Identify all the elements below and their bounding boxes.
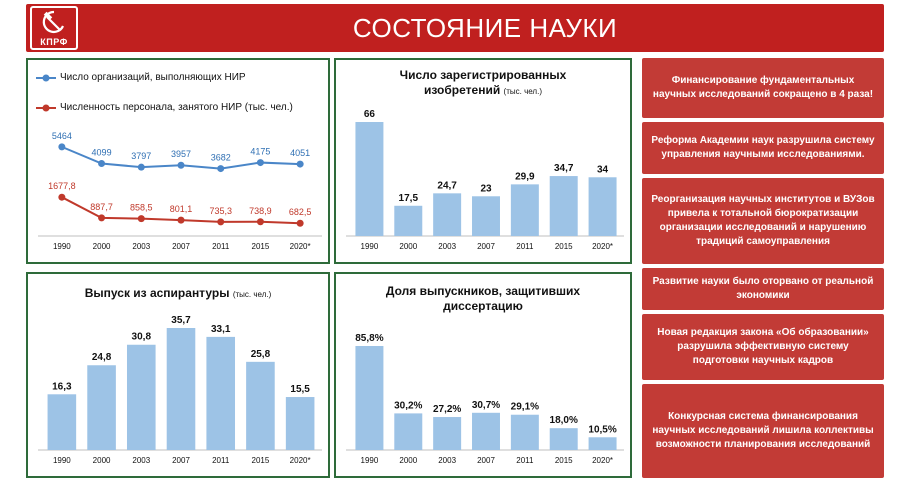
data-label: 33,1 xyxy=(210,323,231,335)
data-label: 29,9 xyxy=(515,171,535,183)
data-point xyxy=(297,220,304,227)
tick-label: 2020* xyxy=(289,242,311,251)
legend-label: Число организаций, выполняющих НИР xyxy=(60,72,246,83)
tick-label: 2015 xyxy=(251,242,270,251)
chart-title-text: Выпуск из аспирантуры xyxy=(84,286,230,300)
tick-label: 2011 xyxy=(212,456,230,465)
page-title: СОСТОЯНИЕ НАУКИ xyxy=(352,13,618,43)
hammer-sickle-icon xyxy=(32,8,76,38)
data-label: 34 xyxy=(597,164,609,176)
note-funding: Финансирование фундаментальных научных исследований сокращено в 4 раза! xyxy=(642,58,884,118)
tick-label: 2011 xyxy=(516,456,534,465)
note-academy-reform: Реформа Академии наук разрушила систему управления научными исследованиями. xyxy=(642,122,884,174)
tick-label: 1990 xyxy=(52,242,71,251)
data-label: 29,1% xyxy=(510,401,540,413)
data-point xyxy=(297,161,304,168)
data-label: 30,2% xyxy=(394,400,423,412)
data-label: 66 xyxy=(363,109,375,120)
data-point xyxy=(58,194,65,201)
chart-title-text: Число зарегистрированных изобретений xyxy=(399,68,567,97)
bar xyxy=(355,346,383,450)
tick-label: 2015 xyxy=(251,456,270,465)
tick-label: 1990 xyxy=(52,456,71,465)
data-label: 15,5 xyxy=(290,384,310,396)
bar xyxy=(127,345,156,450)
tick-label: 2003 xyxy=(132,456,151,465)
bar xyxy=(472,196,500,236)
data-label: 735,3 xyxy=(209,205,232,216)
tick-label: 1990 xyxy=(360,456,379,465)
bar xyxy=(394,413,422,450)
data-label: 25,8 xyxy=(250,348,271,360)
bar-chart xyxy=(336,274,630,476)
tick-label: 2015 xyxy=(554,242,573,251)
data-point xyxy=(257,159,264,166)
chart-title-text: Доля выпускников, защитивших диссертацию xyxy=(385,284,581,313)
tick-label: 2007 xyxy=(477,242,495,251)
bar xyxy=(246,362,275,450)
data-label: 27,2% xyxy=(432,404,462,416)
data-label: 4051 xyxy=(290,148,311,159)
data-label: 23 xyxy=(480,183,492,195)
bar xyxy=(286,397,315,450)
chart-panel-organizations xyxy=(26,58,330,264)
data-label: 10,5% xyxy=(588,424,617,436)
tick-label: 2020* xyxy=(592,242,614,251)
data-label: 17,5 xyxy=(398,192,419,204)
data-point xyxy=(217,165,224,172)
tick-label: 2007 xyxy=(172,456,190,465)
chart-title-unit: (тыс. чел.) xyxy=(232,290,272,299)
line-chart xyxy=(28,60,328,262)
data-label: 30,7% xyxy=(471,399,501,411)
data-label: 887,7 xyxy=(90,201,113,212)
data-point xyxy=(98,160,105,167)
bar-chart xyxy=(28,274,328,476)
tick-label: 2011 xyxy=(516,242,534,251)
bar xyxy=(472,413,500,450)
data-label: 4099 xyxy=(91,147,112,158)
bar xyxy=(589,177,617,236)
bar xyxy=(87,365,116,450)
bar xyxy=(550,176,578,236)
data-label: 16,3 xyxy=(52,381,72,393)
bar xyxy=(394,206,422,236)
tick-label: 2003 xyxy=(438,456,457,465)
note-competitive-funding: Конкурсная система финансирования научных исследований лишила коллективы возможности планирования исследований xyxy=(642,384,884,478)
tick-label: 2000 xyxy=(399,456,418,465)
data-point xyxy=(138,164,145,171)
tick-label: 2007 xyxy=(477,456,495,465)
tick-label: 2000 xyxy=(92,242,111,251)
data-label: 34,7 xyxy=(553,163,574,175)
data-point xyxy=(217,218,224,225)
data-label: 738,9 xyxy=(249,205,272,216)
data-point xyxy=(257,218,264,225)
legend-label: Численность персонала, занятого НИР (тыс. чел.) xyxy=(60,102,293,113)
note-reorganization: Реорганизация научных институтов и ВУЗов привела к тотальной бюрократизации организации исследований и нарушению традиций самоуправления xyxy=(642,178,884,264)
bar-chart xyxy=(336,60,630,262)
data-label: 4175 xyxy=(250,146,271,157)
data-label: 682,5 xyxy=(288,207,312,218)
bar xyxy=(433,417,461,450)
data-label: 24,8 xyxy=(91,352,112,364)
data-label: 801,1 xyxy=(169,204,193,215)
data-label: 30,8 xyxy=(131,331,152,343)
note-economy: Развитие науки было оторвано от реальной экономики xyxy=(642,268,884,310)
bar xyxy=(550,428,578,450)
tick-label: 2000 xyxy=(399,242,418,251)
data-label: 3957 xyxy=(170,149,192,160)
bar xyxy=(355,122,383,236)
data-label: 35,7 xyxy=(171,315,191,326)
tick-label: 2011 xyxy=(212,242,230,251)
chart-title-unit: (тыс. чел.) xyxy=(503,87,542,96)
data-label: 3682 xyxy=(210,152,231,163)
data-point xyxy=(98,214,105,221)
data-point xyxy=(138,215,145,222)
chart-panel-inventions xyxy=(334,58,632,264)
data-point xyxy=(178,162,185,169)
bar xyxy=(589,437,617,450)
bar xyxy=(167,328,196,450)
logo-text: КПРФ xyxy=(40,37,68,47)
bar xyxy=(206,337,235,450)
tick-label: 2003 xyxy=(438,242,457,251)
note-education-law: Новая редакция закона «Об образовании» разрушила эффективную систему подготовки научных кадров xyxy=(642,314,884,380)
tick-label: 2007 xyxy=(172,242,190,251)
chart-panel-dissertations xyxy=(334,272,632,478)
data-label: 85,8% xyxy=(355,333,384,344)
bar xyxy=(511,415,539,450)
data-label: 18,0% xyxy=(549,415,578,427)
data-label: 858,5 xyxy=(130,202,153,213)
tick-label: 2000 xyxy=(92,456,111,465)
tick-label: 1990 xyxy=(360,242,379,251)
tick-label: 2020* xyxy=(592,456,614,465)
bar xyxy=(433,193,461,236)
bar xyxy=(48,394,77,450)
data-label: 5464 xyxy=(51,130,72,141)
tick-label: 2015 xyxy=(554,456,573,465)
chart-panel-graduates xyxy=(26,272,330,478)
tick-label: 2003 xyxy=(132,242,151,251)
tick-label: 2020* xyxy=(289,456,311,465)
data-point xyxy=(58,143,65,150)
data-label: 3797 xyxy=(131,151,152,162)
data-point xyxy=(178,217,185,224)
bar xyxy=(511,184,539,236)
kprf-logo xyxy=(30,6,78,50)
header-banner xyxy=(26,4,884,52)
data-label: 1677,8 xyxy=(48,181,76,192)
data-label: 24,7 xyxy=(437,180,457,192)
